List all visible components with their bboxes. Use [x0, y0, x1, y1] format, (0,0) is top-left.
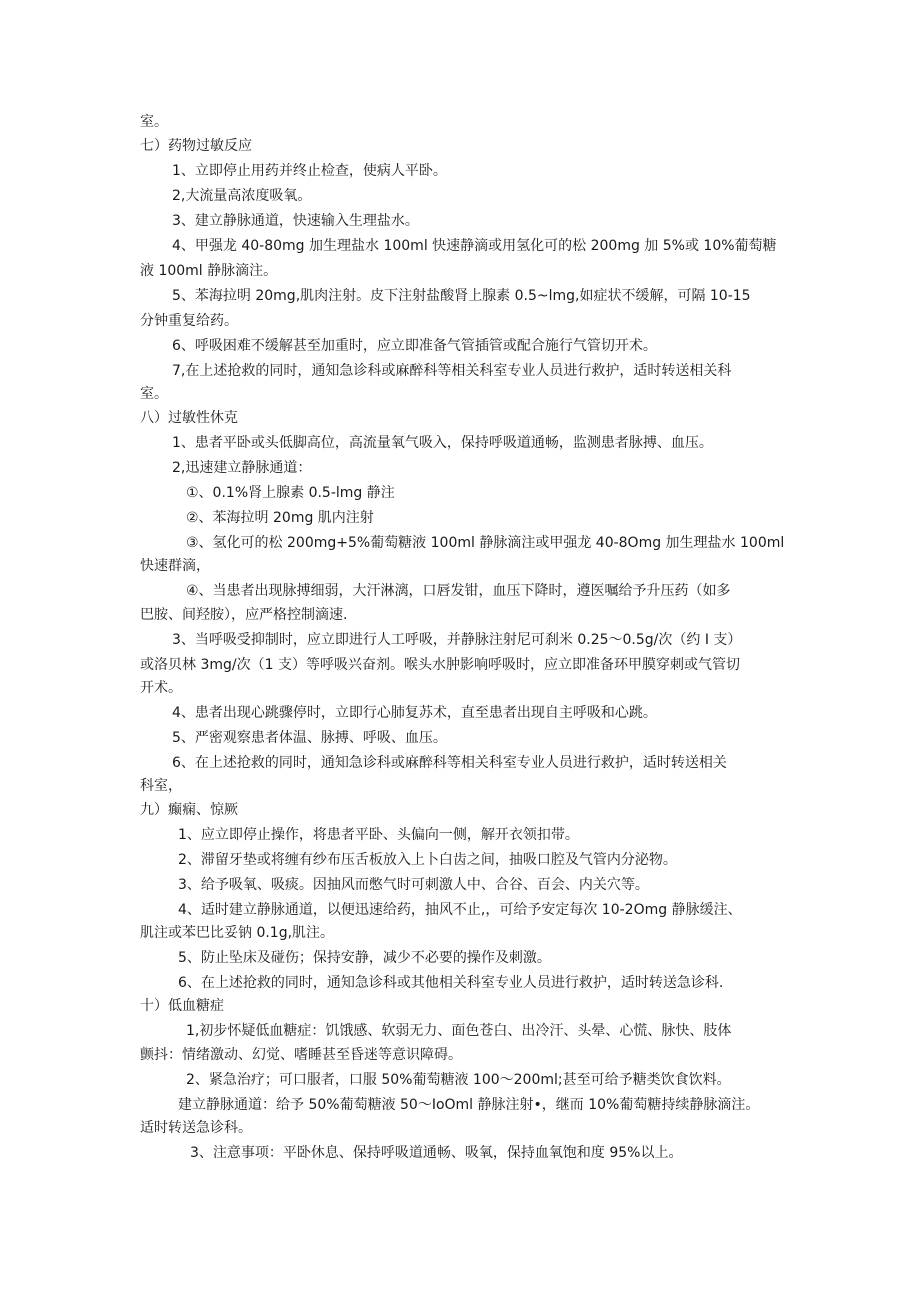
- text-line: 4、甲强龙 40-80mg 加生理盐水 100ml 快速静滴或用氢化可的松 200mg 加 5%或 10%葡萄糖: [172, 238, 777, 254]
- text-line: 2,迅速建立静脉通道：: [172, 460, 312, 476]
- text-line: 5、苯海拉明 20mg,肌肉注射。皮下注射盐酸肾上腺素 0.5~lmg,如症状不缓解，可隔 10-15: [172, 288, 751, 304]
- text-line: 3、建立静脉通道，快速输入生理盐水。: [172, 213, 419, 229]
- text-line: ④、当患者出现脉搏细弱，大汗淋漓，口唇发钳，血压下降时，遵医嘱给予升压药（如多: [186, 583, 731, 599]
- text-line: 6、在上述抢救的同时，通知急诊科或麻醉科等相关科室专业人员进行救护，适时转送相关: [172, 755, 727, 771]
- text-line: 快速群滴，: [140, 558, 210, 574]
- text-line: 6、呼吸困难不缓解甚至加重时，应立即准备气管插管或配合施行气管切开术。: [172, 338, 657, 354]
- text-line: 分钟重复给药。: [140, 313, 238, 329]
- text-line: 建立静脉通道：给予 50%葡萄糖液 50～IoOml 静脉注射•，继而 10%葡萄糖持续静脉滴注。: [178, 1097, 760, 1113]
- text-line: 3、当呼吸受抑制时，应立即进行人工呼吸，并静脉注射尼可刹米 0.25～0.5g/次（约 I 支）: [172, 632, 742, 648]
- text-line: 液 100ml 静脉滴注。: [140, 263, 278, 279]
- text-line: 1、应立即停止操作，将患者平卧、头偏向一侧，解开衣领扣带。: [178, 827, 579, 843]
- text-line: 科室，: [140, 778, 182, 794]
- text-line: ②、苯海拉明 20mg 肌内注射: [186, 510, 374, 526]
- section-heading: 八）过敏性休克: [140, 410, 238, 426]
- text-line: 4、适时建立静脉通道，以便迅速给药，抽风不止,，可给予安定每次 10-2Omg 静脉缓注、: [178, 902, 742, 918]
- text-line: 开术。: [140, 680, 182, 696]
- text-line: 1,初步怀疑低血糖症：饥饿感、软弱无力、面色苍白、出冷汗、头晕、心慌、脉快、肢体: [186, 1023, 732, 1039]
- text-line: 2、滞留牙垫或将缠有纱布压舌板放入上卜白齿之间，抽吸口腔及气管内分泌物。: [178, 852, 677, 868]
- text-line: 3、给予吸氧、吸痰。因抽风而憋气时可刺激人中、合谷、百会、内关穴等。: [178, 877, 649, 893]
- text-line: 3、注意事项：平卧休息、保持呼吸道通畅、吸氧，保持血氧饱和度 95%以上。: [190, 1145, 683, 1161]
- text-line: ③、氢化可的松 200mg+5%葡萄糖液 100ml 静脉滴注或甲强龙 40-8Omg 加生理盐水 100ml: [186, 535, 785, 551]
- text-line: 5、防止坠床及碰伤；保持安静，减少不必要的操作及刺激。: [178, 950, 551, 966]
- text-line: 5、严密观察患者体温、脉搏、呼吸、血压。: [172, 730, 447, 746]
- section-heading: 七）药物过敏反应: [140, 138, 252, 154]
- text-line: 适时转送急诊科。: [140, 1120, 252, 1136]
- text-line: 1、立即停止用药并终止检查，使病人平卧。: [172, 163, 447, 179]
- text-line: 1、患者平卧或头低脚高位，高流量氧气吸入，保持呼吸道通畅，监测患者脉搏、血压。: [172, 435, 713, 451]
- section-heading: 九）癫痫、惊厥: [140, 802, 238, 818]
- text-line: 室。: [140, 386, 168, 402]
- text-line: 6、在上述抢救的同时，通知急诊科或其他相关科室专业人员进行救护，适时转送急诊科.: [178, 975, 724, 991]
- section-heading: 十）低血糖症: [140, 998, 224, 1014]
- text-line: 2、紧急治疗；可口服者，口服 50%葡萄糖液 100～200ml;甚至可给予糖类饮食饮料。: [186, 1072, 731, 1088]
- text-line: 或洛贝林 3mg/次（1 支）等呼吸兴奋剂。喉头水肿影响呼吸时，应立即准备环甲膜穿刺或气管切: [140, 657, 740, 673]
- text-line: 颤抖：情绪激动、幻觉、嗜睡甚至昏迷等意识障碍。: [140, 1047, 462, 1063]
- text-line: 2,大流量高浓度吸氧。: [172, 188, 312, 204]
- text-line: 巴胺、间羟胺），应严格控制滴速.: [140, 607, 348, 623]
- text-line: 7,在上述抢救的同时，通知急诊科或麻醉科等相关科室专业人员进行救护，适时转送相关科: [172, 363, 732, 379]
- text-line: ①、0.1%肾上腺素 0.5-lmg 静注: [186, 485, 395, 501]
- text-line: 4、患者出现心跳骤停时，立即行心肺复苏术，直至患者出现自主呼吸和心跳。: [172, 705, 657, 721]
- text-line: 室。: [140, 114, 168, 130]
- text-line: 肌注或苯巴比妥钠 0.1g,肌注。: [140, 925, 335, 941]
